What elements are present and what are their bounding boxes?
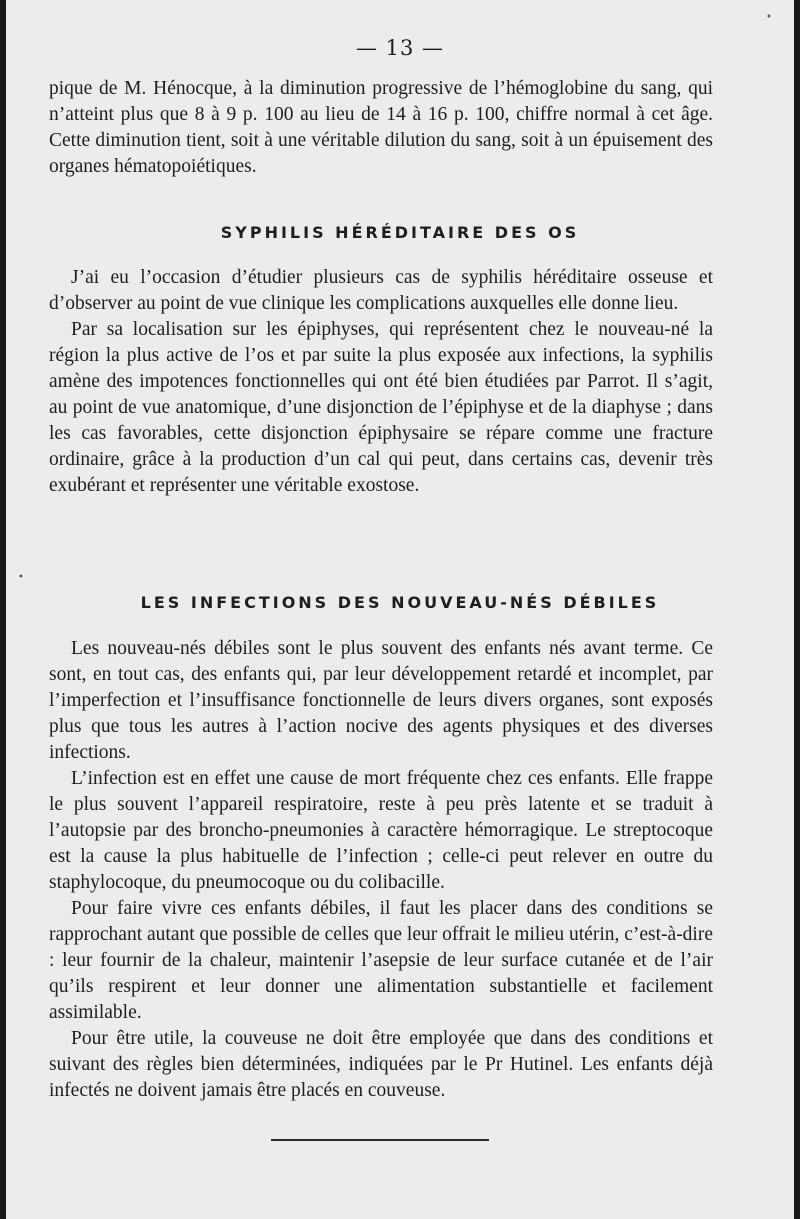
page-number: — 13 — — [355, 36, 445, 60]
body-paragraph: Pour faire vivre ces enfants débiles, il faut les placer dans des conditions se rapprochant autant que possible de celles que leur offrait le milieu utérin, c’est-à-dire : leur fournir de la chaleur, maintenir l’asepsie de leur surface cutanée et de l’air qu’ils respirent et leur donner une alimentation substantielle et facilement assimilable. — [49, 898, 713, 1023]
section-heading-syphilis: SYPHILIS HÉRÉDITAIRE DES OS — [220, 223, 580, 242]
section-body-infections — [49, 636, 713, 1104]
book-page — [6, 0, 794, 1219]
body-paragraph: Les nouveau-nés débiles sont le plus souvent des enfants nés avant terme. Ce sont, en tout cas, des enfants qui, par leur développement retardé et incomplet, par l’imperfection et l’insuffisance fonctionnelle de leurs divers organes, sont exposés plus que tous les autres à l’action nocive des agents physiques et des diverses infections. — [49, 638, 713, 763]
section-body-syphilis — [49, 265, 713, 499]
section-heading-infections: LES INFECTIONS DES NOUVEAU-NÉS DÉBILES — [140, 593, 660, 612]
body-paragraph: J’ai eu l’occasion d’étudier plusieurs cas de syphilis héréditaire osseuse et d’observer au point de vue clinique les complications auxquelles elle donne lieu. — [49, 267, 713, 314]
body-paragraph: Par sa localisation sur les épiphyses, qui représentent chez le nouveau-né la région la plus active de l’os et par suite la plus exposée aux infections, la syphilis amène des impotences fonctionnelles qui ont été bien étudiées par Parrot. Il s’agit, au point de vue anatomique, d’une disjonction de l’épiphyse et de la diaphyse ; dans les cas favorables, cette disjonction épiphysaire se répare comme une fracture ordinaire, grâce à la production d’un cal qui peut, dans certains cas, devenir très exubérant et représenter une véritable exostose. — [49, 319, 713, 496]
body-paragraph: Pour être utile, la couveuse ne doit être employée que dans des conditions et suivant des règles bien déterminées, indiquées par le Pr Hutinel. Les enfants déjà infectés ne doivent jamais être placés en couveuse. — [49, 1028, 713, 1101]
end-rule — [271, 1139, 489, 1141]
margin-dot-mark: • — [18, 572, 24, 583]
corner-dot-mark: • — [766, 12, 772, 23]
intro-paragraph-block — [49, 76, 713, 180]
body-paragraph: L’infection est en effet une cause de mort fréquente chez ces enfants. Elle frappe le plus souvent l’appareil respiratoire, reste à peu près latente et se traduit à l’autopsie par des broncho-pneumonies à caractère hémorragique. Le streptocoque est la cause la plus habituelle de l’infection ; celle-ci peut relever en outre du staphylocoque, du pneumocoque ou du colibacille. — [49, 768, 713, 893]
intro-paragraph: pique de M. Hénocque, à la diminution progressive de l’hémoglobine du sang, qui n’atteint plus que 8 à 9 p. 100 au lieu de 14 à 16 p. 100, chiffre normal à cet âge. Cette diminution tient, soit à une véritable dilution du sang, soit à un épuisement des organes hématopoiétiques. — [49, 78, 713, 177]
